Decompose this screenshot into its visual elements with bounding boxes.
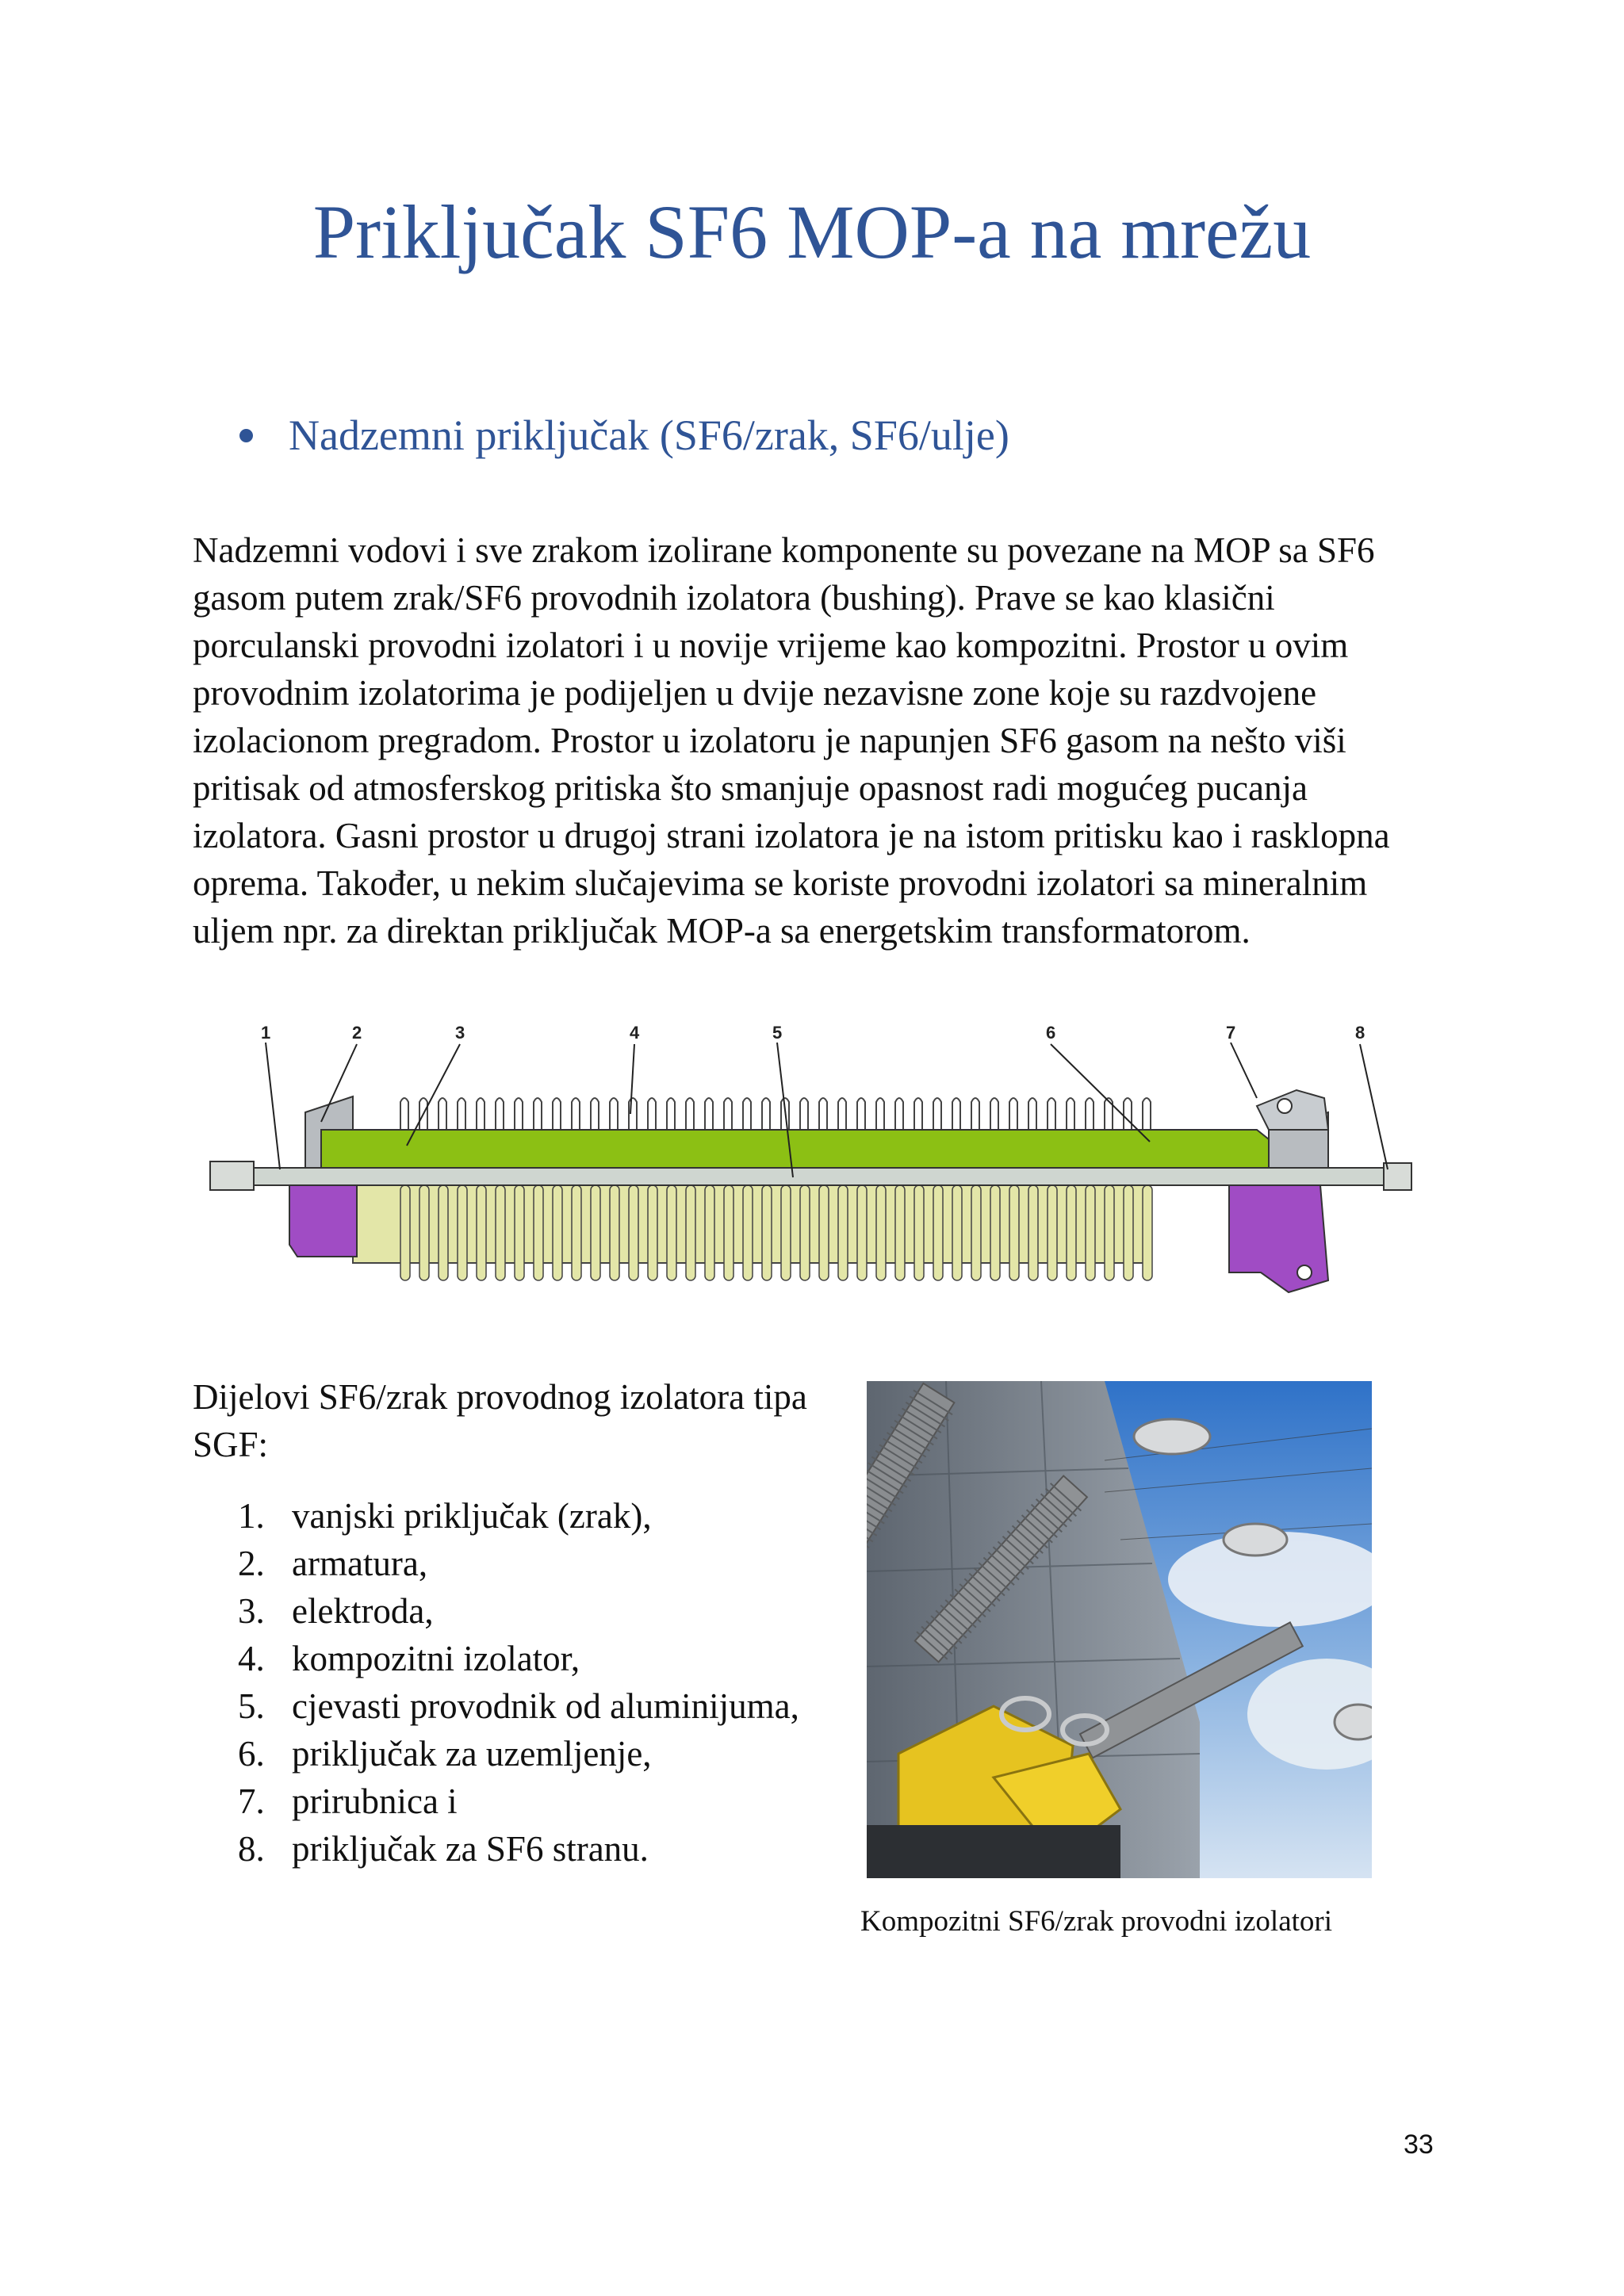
callout-number: 5 <box>772 1023 783 1043</box>
list-text: prirubnica i <box>292 1781 458 1821</box>
list-number: 1. <box>238 1496 265 1536</box>
list-item <box>238 1587 799 1635</box>
list-number: 7. <box>238 1781 265 1821</box>
list-number: 3. <box>238 1591 265 1631</box>
list-text: cjevasti provodnik od aluminijuma, <box>292 1686 799 1726</box>
list-item <box>238 1635 799 1682</box>
list-number: 6. <box>238 1734 265 1774</box>
list-item <box>238 1540 799 1587</box>
list-item <box>238 1682 799 1730</box>
callout-number: 8 <box>1355 1023 1365 1043</box>
callout-number: 3 <box>455 1023 465 1043</box>
callout-number: 2 <box>352 1023 362 1043</box>
list-text: elektroda, <box>292 1591 434 1631</box>
list-text: kompozitni izolator, <box>292 1639 580 1678</box>
conductor-tube <box>246 1168 1411 1185</box>
left-flange <box>289 1185 357 1257</box>
parts-list <box>238 1492 799 1873</box>
list-item <box>238 1777 799 1825</box>
list-text: armatura, <box>292 1544 428 1583</box>
body-paragraph: Nadzemni vodovi i sve zrakom izolirane komponente su povezane na MOP sa SF6 gasom putem zrak/SF6 provodnih izolatora (bushing). Prave se kao klasični porculanski provodni izolatori i u novije vrijeme kao kompozitni. Prostor u ovim provodnim izolatorima je podijeljen u dvije nezavisne zone koje su razdvojene izolacionom pregradom. Prostor u izolatoru je napunjen SF6 gasom na nešto viši pritisak od atmosferskog pritiska što smanjuje opasnost radi mogućeg pucanja izolatora. Gasni prostor u drugoj strani izolatora je na istom pritisku kao i rasklopna oprema. Također, u nekim slučajevima se koriste provodni izolatori sa mineralnim uljem npr. za direktan priključak MOP-a sa energetskim transformatorom. <box>193 530 1390 951</box>
list-item <box>238 1492 799 1540</box>
callout-number: 6 <box>1046 1023 1056 1043</box>
list-number: 8. <box>238 1829 265 1869</box>
callout-number: 1 <box>261 1023 271 1043</box>
photo-caption: Kompozitni SF6/zrak provodni izolatori <box>860 1905 1332 1938</box>
bushing-cross-section-diagram <box>202 1019 1435 1312</box>
parts-intro: Dijelovi SF6/zrak provodnog izolatora tipa SGF: <box>193 1377 807 1464</box>
list-number: 4. <box>238 1639 265 1678</box>
callout-number: 4 <box>630 1023 640 1043</box>
list-item <box>238 1730 799 1777</box>
callout-number: 7 <box>1226 1023 1236 1043</box>
right-flange <box>1229 1185 1328 1292</box>
list-number: 5. <box>238 1686 265 1726</box>
page-title: Priključak SF6 MOP-a na mrežu <box>312 189 1312 274</box>
insulator-sheds-upper <box>400 1098 1151 1130</box>
list-text: priključak za uzemljenje, <box>292 1734 652 1774</box>
list-text: vanjski priključak (zrak), <box>292 1496 652 1536</box>
section-heading <box>239 411 1009 460</box>
bullet-icon <box>239 429 253 442</box>
insulator-sheds-lower <box>353 1184 1152 1280</box>
bushing-photo <box>867 1381 1372 1878</box>
list-item <box>238 1825 799 1873</box>
section-heading-text: Nadzemni priključak (SF6/zrak, SF6/ulje) <box>289 411 1009 459</box>
gas-zone <box>321 1130 1269 1168</box>
list-number: 2. <box>238 1544 265 1583</box>
list-text: priključak za SF6 stranu. <box>292 1829 649 1869</box>
page-number: 33 <box>1404 2130 1434 2160</box>
